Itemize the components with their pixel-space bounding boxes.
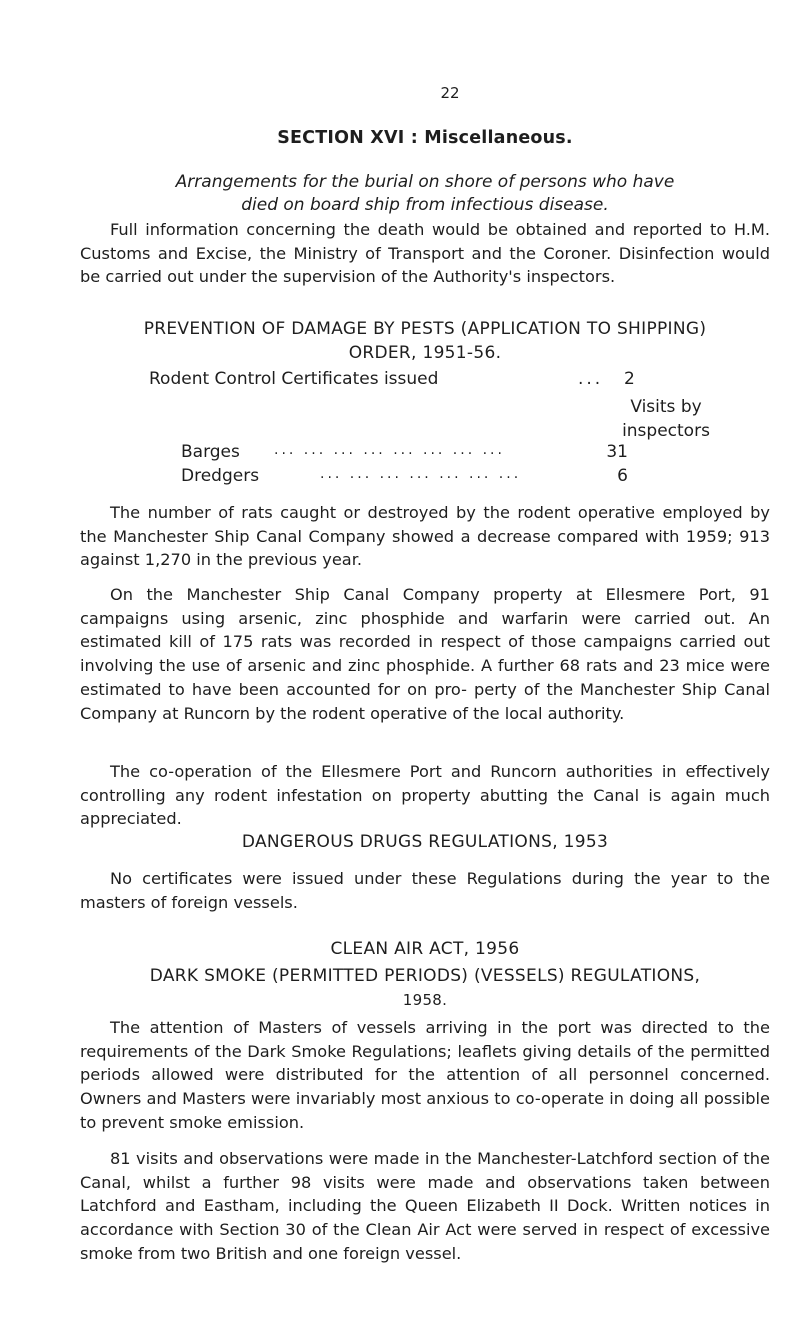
dark-smoke-heading	[80, 964, 770, 1012]
rats-paragraph: The number of rats caught or destroyed by the rodent operative employed by the Manchester Ship Canal Company showed a decrease compared with 1959; 913 against 1,270 in the previous year.	[80, 503, 770, 570]
certificates-value: 2	[624, 369, 635, 389]
barges-dots: ... ... ... ... ... ... ... ...	[274, 442, 505, 458]
dredgers-value: 6	[617, 466, 628, 486]
pests-heading-line1: PREVENTION OF DAMAGE BY PESTS (APPLICATION TO SHIPPING)	[143, 319, 707, 339]
dark-smoke-heading-line2: 1958.	[402, 991, 448, 1009]
page-number: 22	[440, 84, 460, 102]
pests-heading-line2: ORDER, 1951-56.	[348, 343, 502, 363]
visits-header-line1: Visits by	[630, 397, 702, 417]
barges-value: 31	[606, 442, 628, 462]
pests-heading	[80, 317, 770, 365]
ellesmere-paragraph: On the Manchester Ship Canal Company property at Ellesmere Port, 91 campaigns using arsenic, zinc phosphide and warfarin were carried out. An estimated kill of 175 rats was recorded in respect of those campaigns carried out involving the use of arsenic and zinc phosphide. A further 68 rats and 23 mice were estimated to have been accounted for on pro- perty of the Manchester Ship Canal Company at Runcorn by the rodent operative of the local authority.	[80, 585, 770, 723]
burial-heading-line1: Arrangements for the burial on shore of persons who have	[175, 172, 675, 192]
drugs-paragraph: No certificates were issued under these Regulations during the year to the masters of foreign vessels.	[80, 869, 770, 912]
visits-paragraph: 81 visits and observations were made in the Manchester-Latchford section of the Canal, whilst a further 98 visits were made and observations taken between Latchford and Eastham, including the Queen Elizabeth II Dock. Written notices in accordance with Section 30 of the Clean Air Act were served in respect of excessive smoke from two British and one foreign vessel.	[80, 1149, 770, 1263]
dredgers-dots: ... ... ... ... ... ... ...	[320, 466, 522, 482]
visits-header-line2: inspectors	[622, 421, 710, 441]
cooperation-paragraph: The co-operation of the Ellesmere Port and Runcorn authorities in effectively controlling any rodent infestation on property abutting the Canal is again much appreciated.	[80, 762, 770, 829]
visits-header	[600, 395, 732, 443]
clean-air-heading: CLEAN AIR ACT, 1956	[330, 939, 520, 959]
section-title: SECTION XVI : Miscellaneous.	[277, 128, 573, 148]
certificates-dots: ...	[578, 369, 604, 389]
burial-paragraph: Full information concerning the death would be obtained and reported to H.M. Customs and Excise, the Ministry of Transport and the Coroner. Disinfection would be carried out under the supervision of the Authority's inspectors.	[80, 220, 770, 287]
drugs-heading: DANGEROUS DRUGS REGULATIONS, 1953	[241, 832, 609, 852]
burial-heading	[80, 171, 770, 217]
barges-label: Barges	[181, 442, 240, 462]
dark-smoke-heading-line1: DARK SMOKE (PERMITTED PERIODS) (VESSELS) REGULATIONS,	[149, 966, 701, 986]
certificates-label: Rodent Control Certificates issued	[149, 369, 439, 389]
dark-smoke-paragraph: The attention of Masters of vessels arriving in the port was directed to the requirements of the Dark Smoke Regulations; leaflets giving details of the permitted periods allowed were distributed for the attention of all personnel concerned. Owners and Masters were invariably most anxious to co-operate in doing all possible to prevent smoke emission.	[80, 1018, 770, 1132]
dredgers-label: Dredgers	[181, 466, 260, 486]
burial-heading-line2: died on board ship from infectious disease.	[241, 195, 609, 215]
